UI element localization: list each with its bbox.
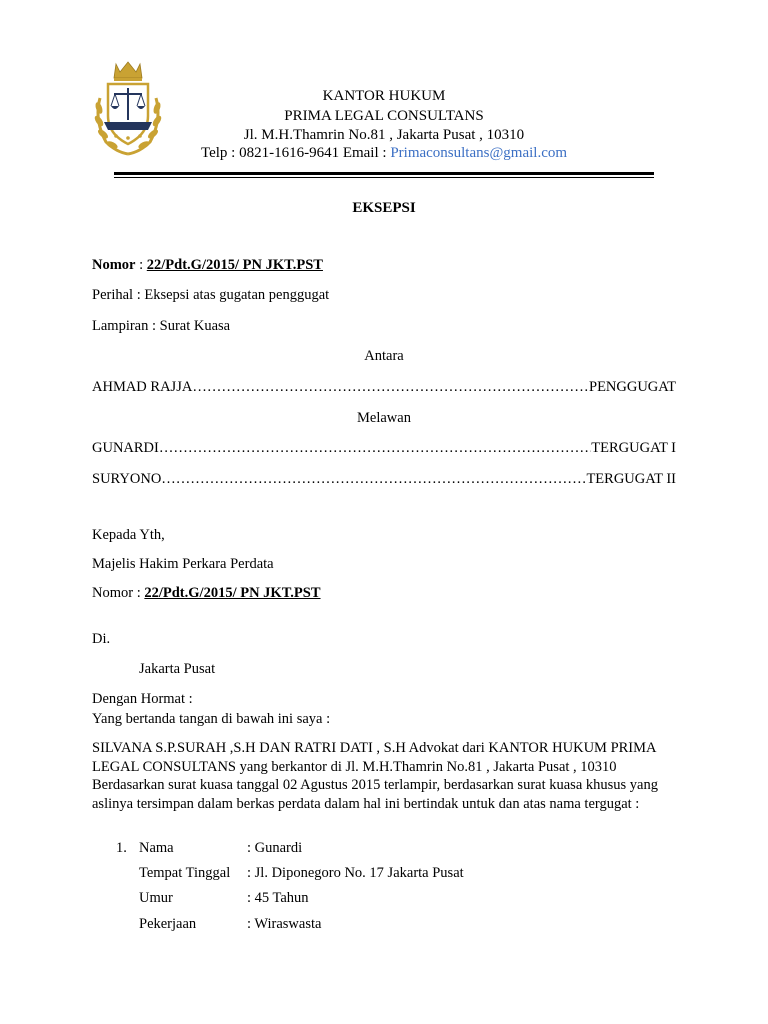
identity-row [139,890,309,907]
header-divider-thin [114,177,654,178]
leader-dots [192,379,589,396]
org-contact [0,145,768,162]
di-line: Di. [92,631,111,647]
identity-value: : 45 Tahun [247,890,309,906]
defendant2-role: TERGUGAT II [586,471,676,487]
identity-value: : Gunardi [247,840,303,856]
antara-label: Antara [364,348,404,364]
identity-value: : Jl. Diponegoro No. 17 Jakarta Pusat [247,865,464,881]
defendant1-line [92,440,676,457]
perihal-line: Perihal : Eksepsi atas gugatan penggugat [92,287,330,303]
plaintiff-name: AHMAD RAJJA [92,379,193,395]
defendant1-name: GUNARDI [92,440,159,456]
org-address: Jl. M.H.Thamrin No.81 , Jakarta Pusat , 10310 [243,127,525,143]
court-nomor-line [92,585,321,602]
email-link[interactable]: Primaconsultans@gmail.com [390,145,568,161]
header-divider-thick [114,172,654,175]
identity-label: Tempat Tinggal [139,865,231,881]
identity-row [139,865,464,882]
melawan-label: Melawan [357,410,411,426]
identity-row [139,840,302,857]
identity-label: Nama [139,840,174,856]
document-title: EKSEPSI [352,200,416,216]
plaintiff-line [92,379,676,396]
defendant2-line [92,471,676,488]
contact-prefix: Telp : 0821-1616-9641 Email : [200,145,391,161]
leader-dots [159,440,591,457]
identity-label: Umur [139,890,173,906]
defendant2-name: SURYONO [92,471,162,487]
city-line: Jakarta Pusat [139,661,216,677]
nomor-value: 22/Pdt.G/2015/ PN JKT.PST [146,257,323,273]
identity-label: Pekerjaan [139,916,197,932]
kepada-line: Kepada Yth, [92,527,165,543]
identity-row [139,916,321,933]
identity-value: : Wiraswasta [247,916,322,932]
list-number: 1. [116,840,127,856]
intro-line: Yang bertanda tangan di bawah ini saya : [92,711,331,727]
leader-dots [161,471,586,488]
court-nomor-value: 22/Pdt.G/2015/ PN JKT.PST [144,585,321,601]
defendant1-role: TERGUGAT I [591,440,676,456]
lampiran-line: Lampiran : Surat Kuasa [92,318,231,334]
org-name-line1: KANTOR HUKUM [322,88,446,104]
body-paragraph: SILVANA S.P.SURAH ,S.H DAN RATRI DATI , S.H Advokat dari KANTOR HUKUM PRIMA LEGAL CONSULTANS yang berkantor di Jl. M.H.Thamrin No.81 , Jakarta Pusat , 10310 Berdasarkan surat kuasa tanggal 02 Agustus 2015 terlampir, berdasarkan surat kuasa khusus yang aslinya tersimpan dalam berkas perdata dalam hal ini bertindak untuk dan atas nama tergugat : [92,740,658,812]
majelis-line: Majelis Hakim Perkara Perdata [92,556,274,572]
plaintiff-role: PENGGUGAT [589,379,676,395]
greeting-line: Dengan Hormat : [92,691,193,707]
court-nomor-label: Nomor : [92,585,145,601]
org-name-line2: PRIMA LEGAL CONSULTANS [284,108,484,124]
nomor-label: Nomor [92,257,136,273]
nomor-line: Nomor : 22/Pdt.G/2015/ PN JKT.PST [92,257,323,273]
